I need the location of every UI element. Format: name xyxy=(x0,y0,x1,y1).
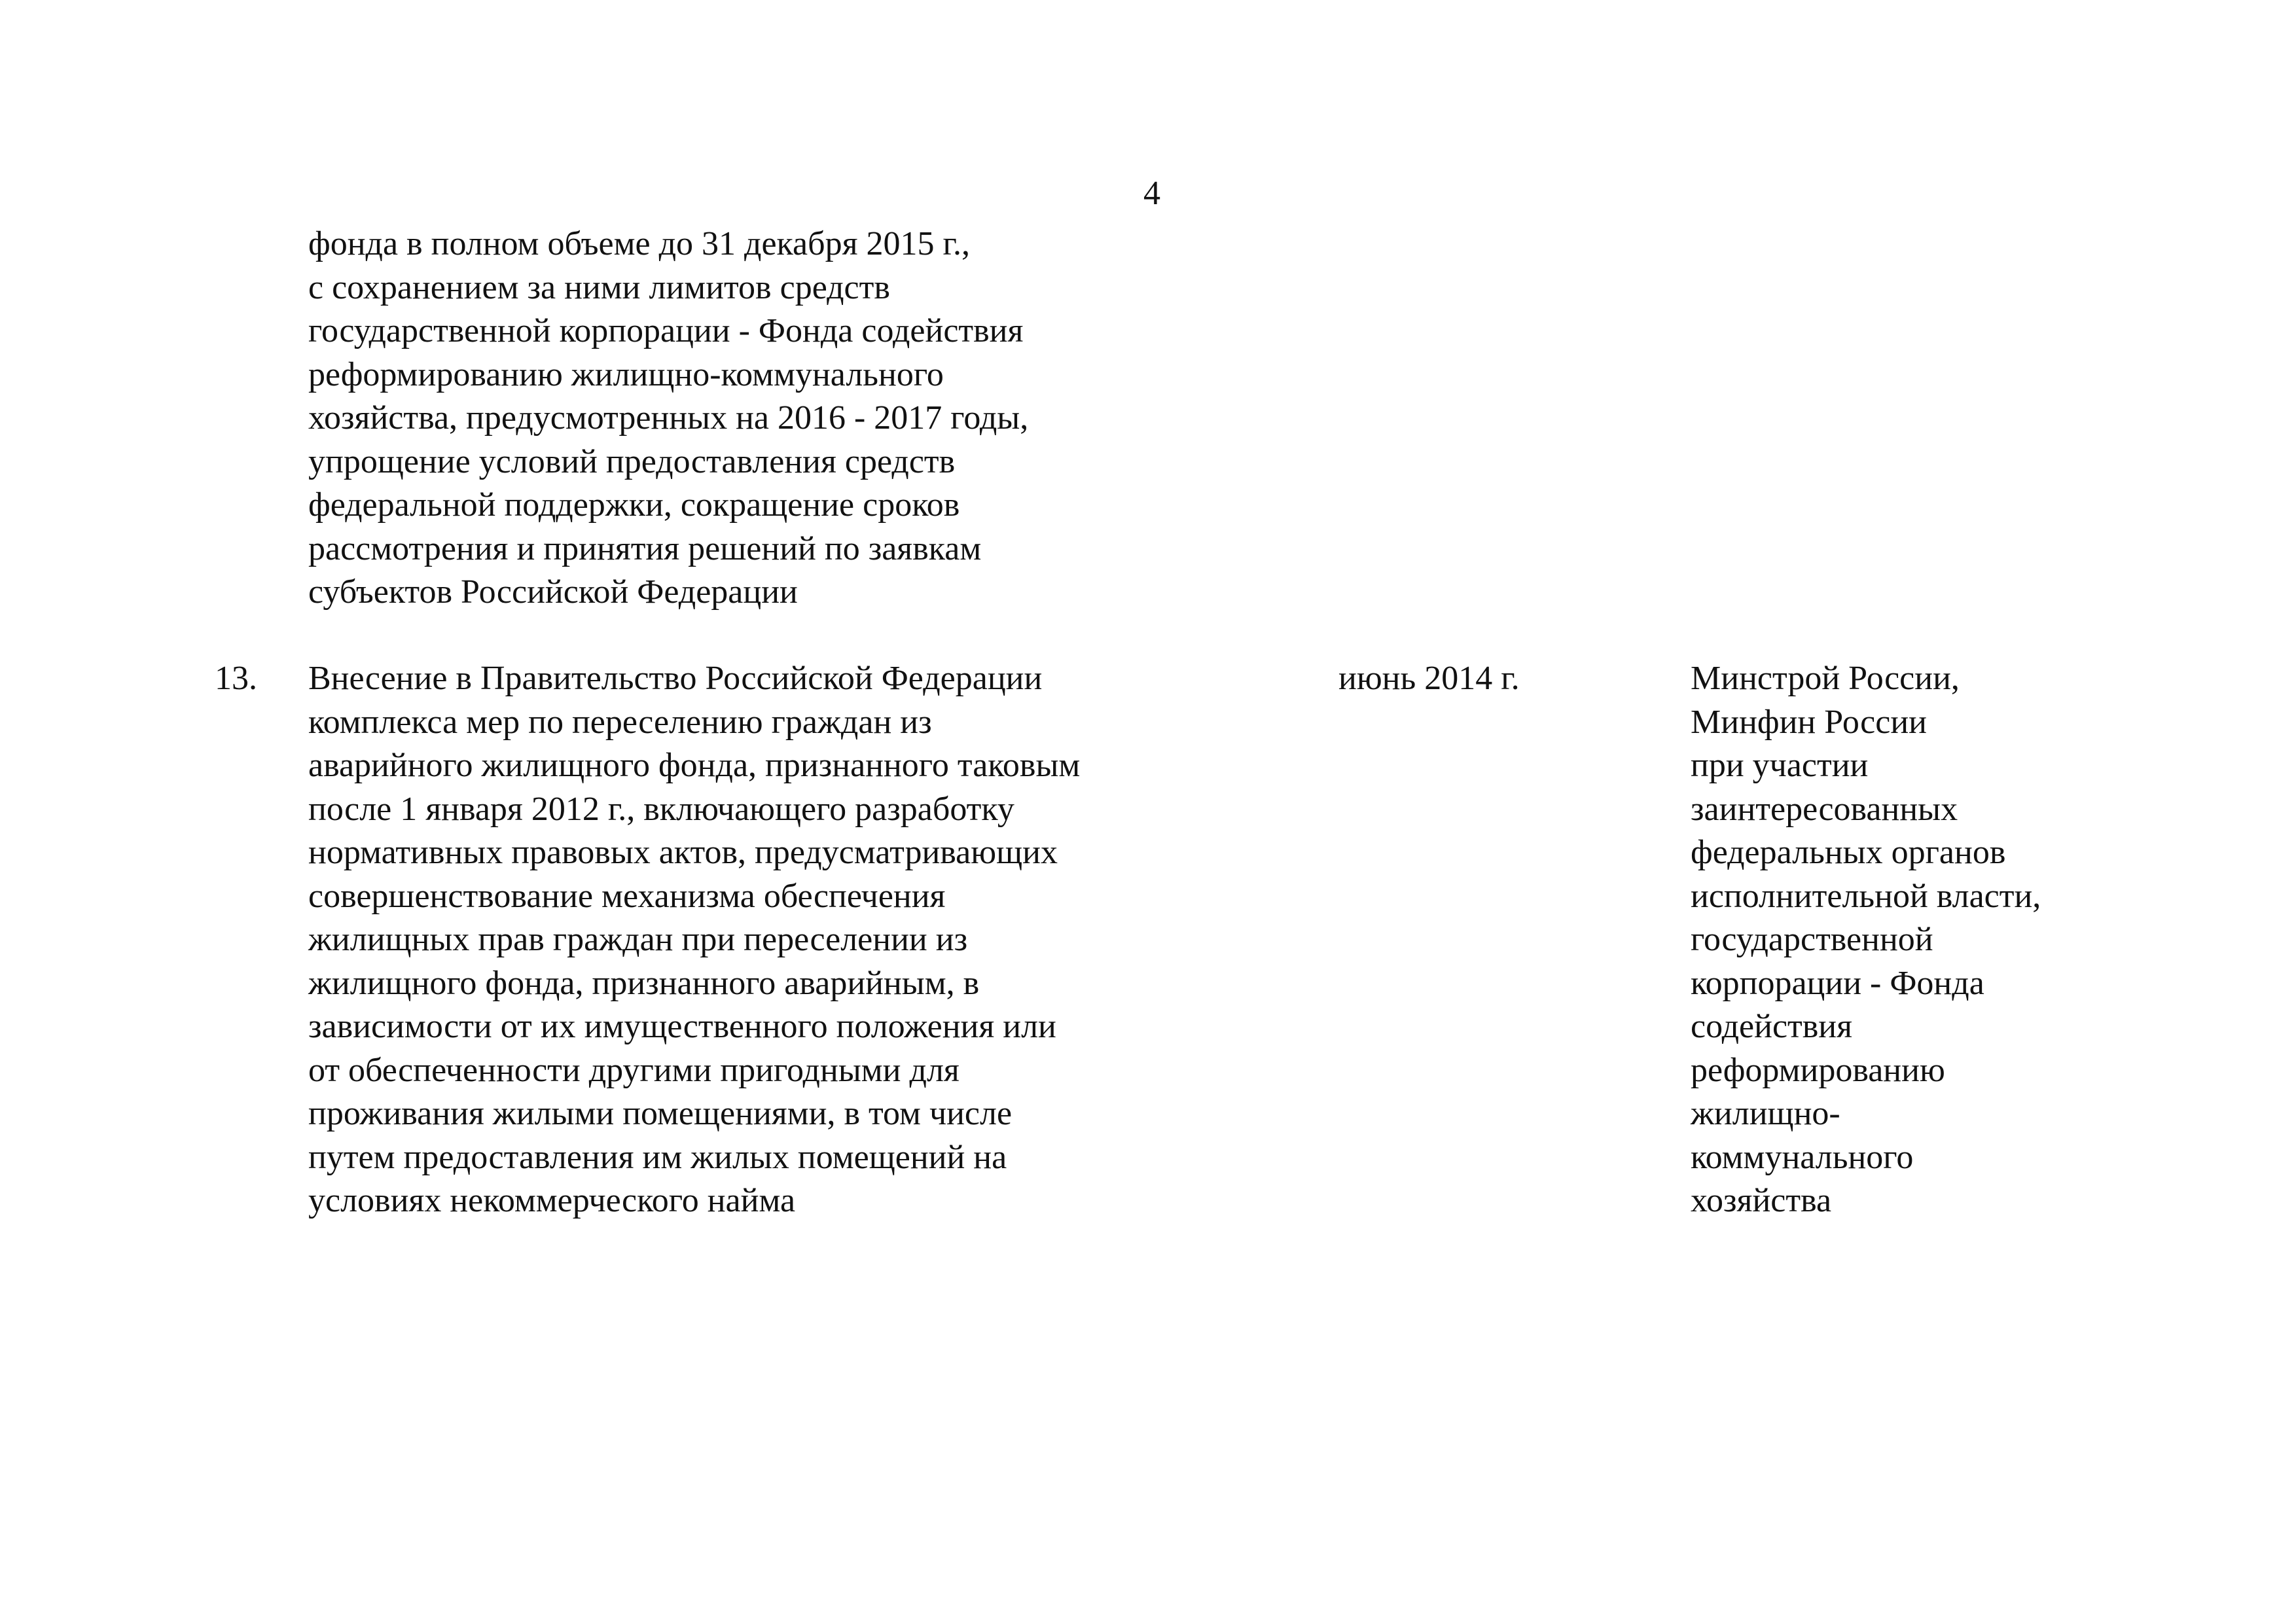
description-line: проживания жилыми помещениями, в том числе xyxy=(308,1095,1013,1132)
description-line: упрощение условий предоставления средств xyxy=(308,442,956,480)
description-line: нормативных правовых актов, предусматривающих xyxy=(308,834,1058,871)
description-line: путем предоставления им жилых помещений на xyxy=(308,1138,1007,1176)
description-line: субъектов Российской Федерации xyxy=(308,573,798,611)
description-line: совершенствование механизма обеспечения xyxy=(308,877,946,915)
responsible-line: жилищно- xyxy=(1691,1095,1840,1132)
description-line: хозяйства, предусмотренных на 2016 - 2017 годы, xyxy=(308,399,1029,437)
responsible-line: государственной xyxy=(1691,921,1933,958)
description-line: Внесение в Правительство Российской Федерации xyxy=(308,660,1043,697)
responsible-line: заинтересованных xyxy=(1691,790,1958,828)
description-line: федеральной поддержки, сокращение сроков xyxy=(308,486,960,524)
responsible-line: хозяйства xyxy=(1691,1182,1832,1219)
description-line: реформированию жилищно-коммунального xyxy=(308,355,944,393)
responsible-line: Минстрой России, xyxy=(1691,660,1960,697)
responsible-line: реформированию xyxy=(1691,1051,1945,1089)
description-line: комплекса мер по переселению граждан из xyxy=(308,703,932,741)
responsible-line: исполнительной власти, xyxy=(1691,877,2041,915)
row-deadline: июнь 2014 г. xyxy=(1338,660,1520,697)
description-line: с сохранением за ними лимитов средств xyxy=(308,268,890,306)
description-line: аварийного жилищного фонда, признанного таковым xyxy=(308,747,1081,784)
responsible-line: корпорации - Фонда xyxy=(1691,964,1984,1002)
description-line: зависимости от их имущественного положения или xyxy=(308,1008,1056,1045)
responsible-line: федеральных органов xyxy=(1691,834,2006,871)
responsible-line: содействия xyxy=(1691,1008,1853,1045)
row-responsible xyxy=(1691,657,2041,1223)
row-description xyxy=(308,657,1080,1223)
row-number: 13. xyxy=(215,660,257,697)
continuation-description xyxy=(308,223,1028,615)
responsible-line: коммунального xyxy=(1691,1138,1914,1176)
description-line: рассмотрения и принятия решений по заявкам xyxy=(308,529,982,567)
description-line: после 1 января 2012 г., включающего разработку xyxy=(308,790,1014,828)
description-line: жилищного фонда, признанного аварийным, в xyxy=(308,964,980,1002)
description-line: условиях некоммерческого найма xyxy=(308,1182,796,1219)
responsible-line: Минфин России xyxy=(1691,703,1927,741)
responsible-line: при участии xyxy=(1691,747,1869,784)
description-line: жилищных прав граждан при переселении из xyxy=(308,921,968,958)
page-number: 4 xyxy=(1143,175,1160,212)
description-line: фонда в полном объеме до 31 декабря 2015 г., xyxy=(308,225,970,262)
description-line: от обеспеченности другими пригодными для xyxy=(308,1051,960,1089)
description-line: государственной корпорации - Фонда содействия xyxy=(308,312,1024,349)
